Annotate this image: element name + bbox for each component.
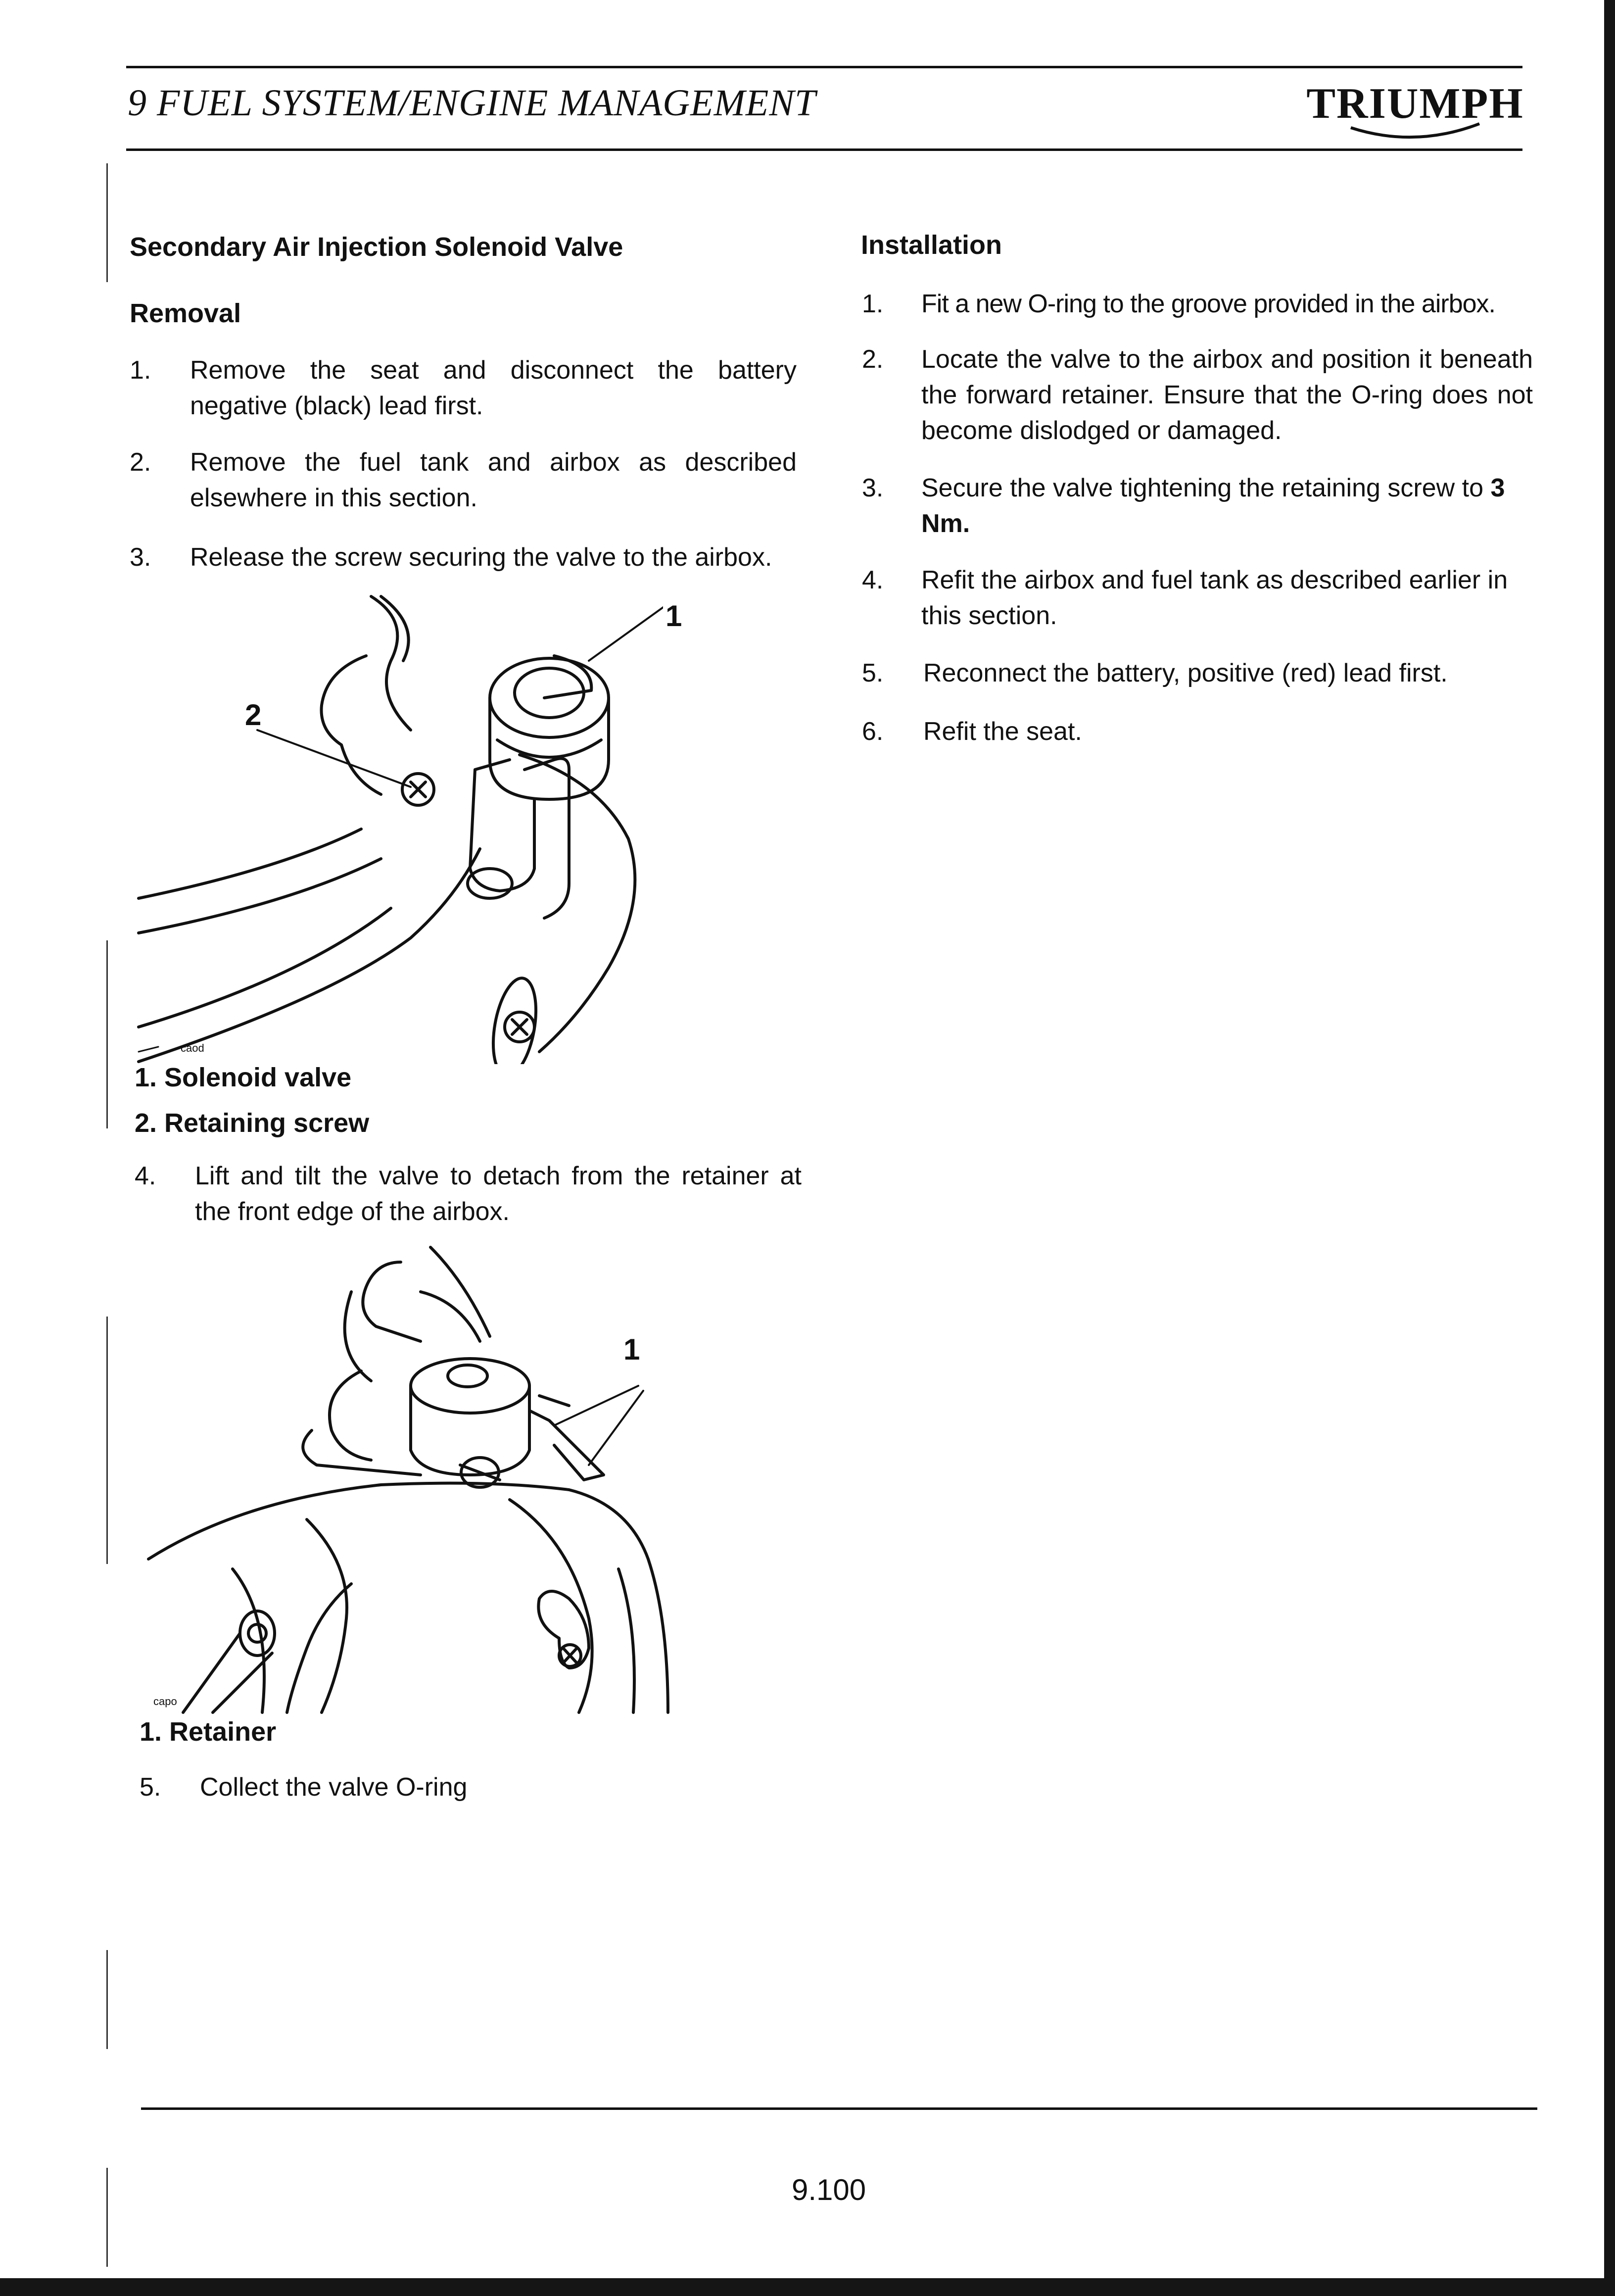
step-text: Refit the airbox and fuel tank as described earlier in this section. — [921, 566, 1508, 630]
step-text: Locate the valve to the airbox and position it beneath the forward retainer. Ensure that the O-ring does not become dislodged or damaged. — [921, 345, 1533, 445]
step-text: Fit a new O-ring to the groove provided in the airbox. — [921, 290, 1495, 318]
figure1-code: caod — [181, 1042, 204, 1054]
step-text: Collect the valve O-ring — [200, 1773, 468, 1802]
margin-line — [106, 940, 108, 1128]
step-text: Refit the seat. — [923, 717, 1082, 746]
logo-wordmark: TRIUMPH — [1306, 80, 1524, 128]
margin-line — [106, 163, 108, 282]
step-number: 5. — [140, 1773, 161, 1802]
step-text: Release the screw securing the valve to the airbox. — [190, 543, 772, 572]
retainer-illustration — [143, 1242, 688, 1717]
figure2-caption: 1. Retainer — [140, 1717, 277, 1747]
header-top-rule — [126, 66, 1522, 68]
header-bottom-rule — [126, 148, 1522, 151]
figure2-code: capo — [153, 1695, 177, 1708]
torque-value: 3 Nm. — [921, 474, 1505, 538]
step-text: Lift and tilt the valve to detach from the retainer at the front edge of the airbox. — [195, 1162, 802, 1226]
installation-step — [862, 655, 1535, 695]
step-number: 6. — [862, 717, 884, 746]
chapter-title: 9 FUEL SYSTEM/ENGINE MANAGEMENT — [128, 82, 816, 124]
scan-edge-right — [1604, 0, 1615, 2296]
removal-step — [135, 1158, 803, 1232]
step-number: 4. — [862, 566, 884, 594]
step-text: Reconnect the battery, positive (red) lead first. — [923, 659, 1448, 687]
margin-line — [106, 1317, 108, 1564]
margin-line — [106, 2168, 108, 2267]
step-number: 4. — [135, 1162, 156, 1190]
installation-step — [862, 470, 1535, 544]
scan-edge-bottom — [0, 2278, 1615, 2296]
step-number: 3. — [130, 543, 151, 572]
step-number: 5. — [862, 659, 884, 687]
step-text: Remove the fuel tank and airbox as described elsewhere in this section. — [190, 448, 797, 512]
removal-step — [130, 444, 798, 519]
step-number: 3. — [862, 474, 884, 502]
installation-step — [862, 562, 1535, 636]
step-number: 1. — [130, 356, 151, 385]
figure2-callout-1: 1 — [623, 1333, 640, 1366]
step-number: 1. — [862, 290, 884, 318]
figure1-caption: 1. Solenoid valve — [135, 1063, 352, 1092]
installation-heading: Installation — [861, 230, 1002, 260]
triumph-logo — [1306, 74, 1524, 144]
footer-rule — [141, 2107, 1537, 2110]
figure1-caption: 2. Retaining screw — [135, 1108, 370, 1138]
step-number: 2. — [862, 345, 884, 374]
margin-line — [106, 1950, 108, 2049]
installation-step — [862, 342, 1535, 450]
page-number: 9.100 — [792, 2173, 866, 2206]
step-number: 2. — [130, 448, 151, 477]
removal-heading: Removal — [130, 298, 241, 328]
section-title: Secondary Air Injection Solenoid Valve — [130, 232, 623, 262]
step-text: Secure the valve tightening the retaining screw to — [921, 474, 1491, 502]
figure1-callout-2: 2 — [245, 698, 262, 732]
installation-step — [862, 286, 1535, 326]
removal-step — [140, 1769, 808, 1809]
logo-swoosh-icon — [1306, 74, 1524, 144]
removal-step — [130, 352, 798, 427]
installation-step — [862, 714, 1535, 753]
solenoid-valve-illustration — [134, 591, 663, 1064]
step-text: Remove the seat and disconnect the battery negative (black) lead first. — [190, 356, 797, 420]
figure1-callout-1: 1 — [665, 599, 682, 633]
removal-step — [130, 539, 803, 579]
